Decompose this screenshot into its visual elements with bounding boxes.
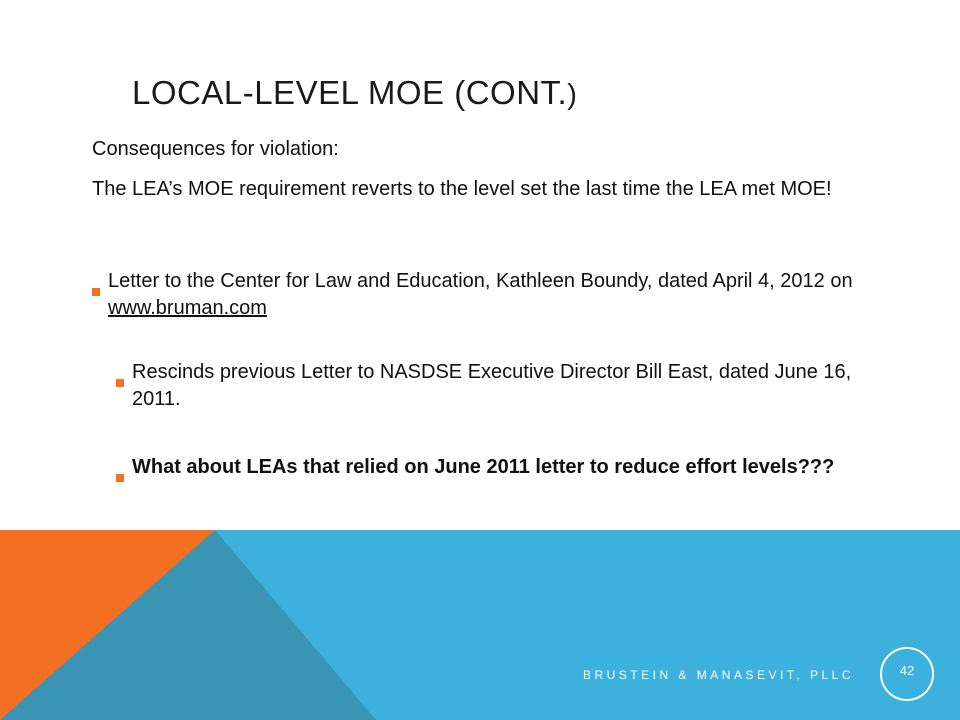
page-number: 42 (899, 663, 915, 678)
square-bullet-icon (116, 368, 124, 376)
footer-band (0, 530, 960, 720)
bullet-letter-boundy-text: Letter to the Center for Law and Education, Kathleen Boundy, dated April 4, 2012 on (108, 270, 853, 292)
bullet-letter-boundy (92, 268, 882, 322)
bruman-link[interactable]: www.bruman.com (108, 297, 267, 319)
consequences-heading: Consequences for violation: (92, 138, 339, 160)
bullet-rescinds-text: Rescinds previous Letter to NASDSE Executive Director Bill East, dated June 16, 2011. (132, 361, 852, 410)
square-bullet-icon (92, 277, 100, 285)
consequence-paragraph: The LEA’s MOE requirement reverts to the level set the last time the LEA met MOE! (92, 178, 832, 200)
slide-title (132, 74, 577, 112)
bullet-rescinds (116, 359, 876, 413)
page-number-badge (880, 647, 934, 701)
slide-title-main: LOCAL-LEVEL MOE (CONT. (132, 74, 568, 111)
bullet-what-about (116, 454, 876, 481)
slide-title-paren: ) (567, 79, 578, 111)
square-bullet-icon (116, 463, 124, 471)
footer-firm-name: BRUSTEIN & MANASEVIT, PLLC (582, 668, 854, 682)
bullet-what-about-text: What about LEAs that relied on June 2011 letter to reduce effort levels??? (132, 456, 835, 478)
